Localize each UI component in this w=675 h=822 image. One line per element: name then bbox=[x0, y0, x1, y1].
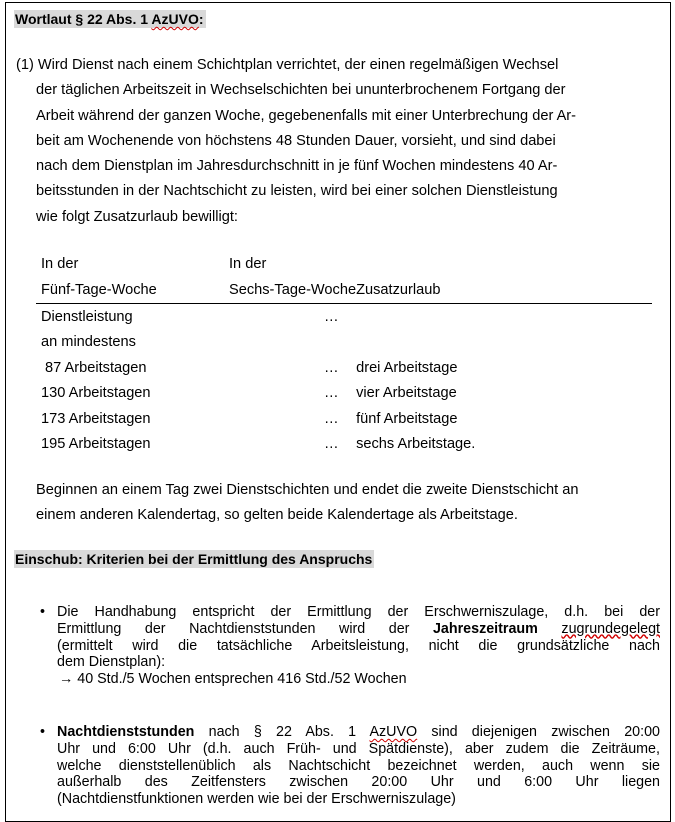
table-cell: 195 Arbeitstagen bbox=[41, 436, 151, 453]
bullet-item-1 bbox=[40, 604, 660, 688]
section-heading-wortlaut bbox=[14, 10, 206, 28]
heading-text: Wortlaut § 22 Abs. 1 bbox=[15, 11, 152, 27]
table-row bbox=[36, 432, 652, 458]
table-cell bbox=[356, 304, 652, 330]
table-row bbox=[36, 355, 652, 381]
heading-abbr: AzUVO bbox=[151, 11, 199, 27]
paragraph-line: Beginnen an einem Tag zwei Dienstschichten und endet die zweite Dienstschicht an bbox=[36, 482, 579, 498]
bullet-bold-text: Jahreszeitraum bbox=[432, 620, 538, 637]
bullet-line: Die Handhabung entspricht der Ermittlung der Erschwerniszulage, d.h. bei der bbox=[57, 604, 660, 620]
paragraph-2 bbox=[36, 478, 666, 529]
table-header-cell bbox=[356, 251, 652, 277]
bullet-bold-text: Nachtdienststunden bbox=[57, 724, 195, 740]
table-cell: Dienstleistung bbox=[41, 308, 133, 325]
bullet-line: außerhalb des Zeitfensters zwischen 20:00 Uhr und 6:00 Uhr liegen bbox=[57, 774, 660, 791]
table-cell: 87 Arbeitstagen bbox=[41, 359, 147, 376]
bullet-icon: • bbox=[40, 724, 46, 740]
bullet-text: sind diejenigen zwischen 20:00 bbox=[417, 724, 660, 740]
table-row bbox=[36, 406, 652, 432]
paragraph-line: beitsstunden in der Nachtschicht zu leisten, wird bei einer solchen Dienstleistung bbox=[36, 183, 558, 200]
table-cell: … bbox=[324, 410, 339, 427]
paragraph-line: Arbeit während der ganzen Woche, gegebenenfalls mit einer Unterbrechung der Ar- bbox=[36, 107, 577, 124]
table-cell: vier Arbeitstage bbox=[356, 385, 457, 402]
table-cell: 173 Arbeitstagen bbox=[41, 410, 151, 427]
paragraph-line: (1) Wird Dienst nach einem Schichtplan verrichtet, der einen regelmäßigen Wechsel bbox=[16, 57, 559, 73]
bullet-line bbox=[57, 724, 660, 741]
bullet-line: dem Dienstplan): bbox=[57, 654, 166, 671]
table-header-cell: Sechs-Tage-Woche bbox=[224, 277, 356, 304]
paragraph-line: nach dem Dienstplan im Jahresdurchschnitt in je fünf Wochen mindestens 40 Ar- bbox=[36, 158, 558, 175]
bullet-text: zugrundegelegt bbox=[561, 620, 660, 637]
table-header-cell: In der bbox=[229, 256, 267, 272]
table-cell bbox=[224, 330, 356, 356]
paragraph-line: wie folgt Zusatzurlaub bewilligt: bbox=[36, 208, 238, 225]
paragraph-line: einem anderen Kalendertag, so gelten beide Kalendertage als Arbeitstage. bbox=[36, 507, 518, 524]
table-header-cell: In der bbox=[41, 256, 79, 272]
table-cell: … bbox=[324, 436, 339, 453]
table-cell: fünf Arbeitstage bbox=[356, 410, 458, 427]
table-cell: … bbox=[324, 385, 339, 402]
bullet-abbr: AzUVO bbox=[369, 724, 418, 740]
table-header-cell: Fünf-Tage-Woche bbox=[36, 277, 224, 304]
paragraph-1 bbox=[16, 53, 656, 230]
paragraph-line: beit am Wochenende von höchstens 48 Stunden Dauer, vorsieht, und sind dabei bbox=[36, 132, 556, 149]
bullet-line: → 40 Std./5 Wochen entsprechen 416 Std./52 Wochen bbox=[59, 671, 407, 688]
table-row bbox=[36, 304, 652, 330]
table-header-cell: Zusatzurlaub bbox=[356, 277, 652, 304]
table-cell: drei Arbeitstage bbox=[356, 359, 458, 376]
bullet-item-2 bbox=[40, 724, 660, 808]
section-heading-einschub: Einschub: Kriterien bei der Ermittlung des Anspruchs bbox=[15, 551, 373, 567]
bullet-line: welche dienststellenüblich als Nachtschicht bezeichnet werden, auch wenn sie bbox=[57, 757, 660, 774]
bullet-line: (ermittelt wird die tatsächliche Arbeitsleistung, nicht die grundsätzliche nach bbox=[57, 637, 660, 654]
vacation-table bbox=[36, 251, 652, 457]
heading-colon: : bbox=[198, 11, 204, 27]
table-cell: sechs Arbeitstage. bbox=[356, 436, 476, 453]
bullet-icon: • bbox=[40, 604, 46, 620]
table-row bbox=[36, 381, 652, 407]
bullet-line bbox=[57, 621, 660, 638]
table-cell: 130 Arbeitstagen bbox=[41, 385, 151, 402]
paragraph-line: der täglichen Arbeitszeit in Wechselschichten bei ununterbrochenem Fortgang der bbox=[36, 82, 566, 99]
table-cell bbox=[356, 330, 652, 356]
table-cell: an mindestens bbox=[41, 334, 136, 351]
table-cell: … bbox=[324, 308, 339, 325]
bullet-text: Ermittlung der Nachtdienststunden wird der bbox=[57, 620, 433, 637]
bullet-line: (Nachtdienstfunktionen werden wie bei der Erschwerniszulage) bbox=[57, 791, 456, 808]
table-row bbox=[36, 330, 652, 356]
bullet-line: Uhr und 6:00 Uhr (d.h. auch Früh- und Spätdienste), aber zudem die Zeiträume, bbox=[57, 740, 660, 757]
bullet-text: nach § 22 Abs. 1 bbox=[194, 724, 370, 740]
table-cell: … bbox=[324, 359, 339, 376]
